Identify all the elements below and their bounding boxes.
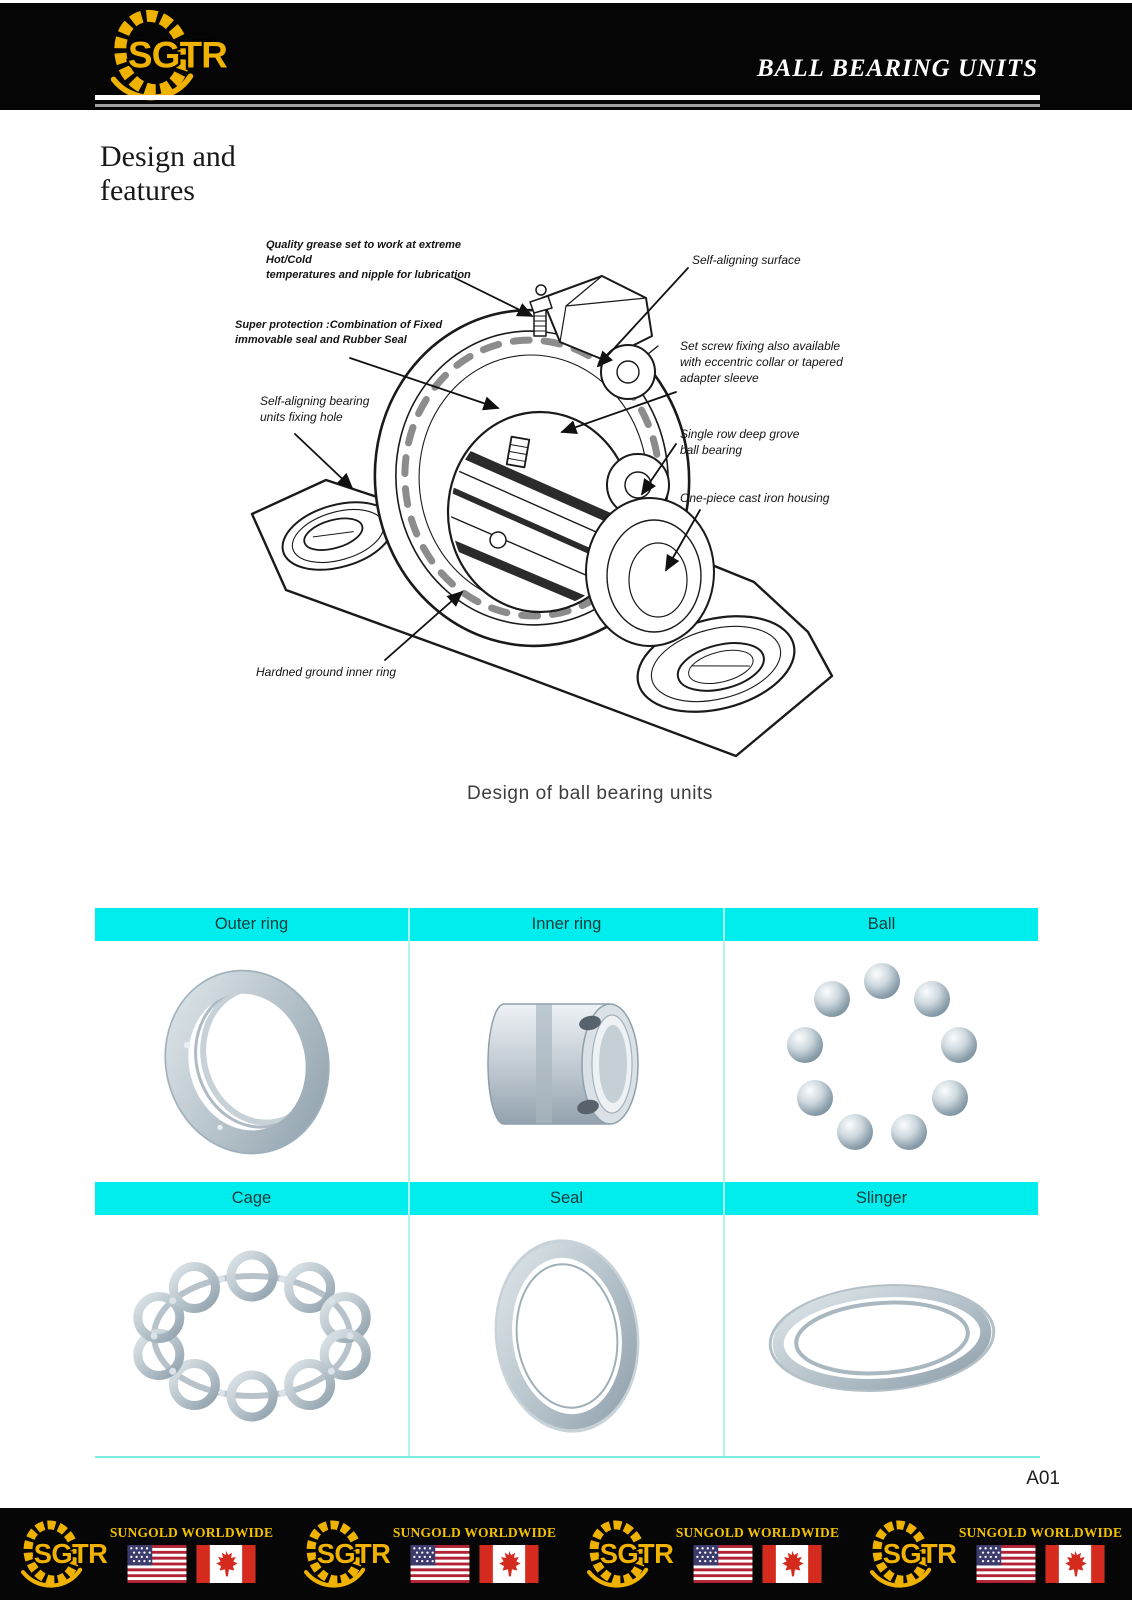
header-slinger: Slinger	[725, 1182, 1038, 1215]
footer-unit	[849, 1508, 1132, 1600]
fixing-hole-label: Self-aligning bearing units fixing hole	[260, 394, 370, 425]
us-flag-icon	[693, 1545, 753, 1583]
header-rule-thick	[95, 95, 1040, 100]
sgtr-logo	[576, 1516, 680, 1592]
canada-flag-icon	[762, 1545, 822, 1583]
us-flag-icon	[127, 1545, 187, 1583]
seal-cell	[410, 1215, 725, 1456]
header-inner-ring: Inner ring	[410, 908, 725, 941]
components-table	[95, 908, 1040, 1458]
slinger-cell	[725, 1215, 1038, 1456]
header-ball: Ball	[725, 908, 1038, 941]
table-header-row-2	[95, 1182, 1040, 1215]
footer-unit	[0, 1508, 283, 1600]
page-number: A01	[1026, 1468, 1060, 1489]
section-title	[100, 140, 236, 208]
table-image-row-1	[95, 941, 1040, 1182]
header-seal: Seal	[410, 1182, 725, 1215]
footer-tagline: SUNGOLD WORLDWIDE	[109, 1525, 274, 1540]
sgtr-logo	[859, 1516, 963, 1592]
footer-unit	[566, 1508, 849, 1600]
sgtr-logo	[86, 9, 246, 101]
inner-ring-label: Hardned ground inner ring	[256, 665, 397, 679]
ball-image	[737, 947, 1027, 1177]
us-flag-icon	[410, 1545, 470, 1583]
grease-label: Quality grease set to work at extreme Hot/Cold temperatures and nipple for lubrication	[266, 239, 471, 281]
set-screw-icon	[507, 437, 530, 468]
outer-ring-image	[107, 947, 397, 1177]
outer-ring-cell	[95, 941, 410, 1182]
sgtr-logo	[10, 1516, 114, 1592]
header-cage: Cage	[95, 1182, 410, 1215]
deep-groove-label: Single row deep grove ball bearing	[680, 427, 800, 458]
section-title-line2: features	[100, 173, 195, 207]
canada-flag-icon	[479, 1545, 539, 1583]
super-protection-label: Super protection :Combination of Fixed immovable seal and Rubber Seal	[235, 319, 443, 346]
header-bar	[0, 3, 1132, 110]
table-header-row-1	[95, 908, 1040, 941]
footer-tagline: SUNGOLD WORLDWIDE	[675, 1525, 840, 1540]
self-aligning-surface-label: Self-aligning surface	[692, 253, 801, 267]
inner-ring-image	[422, 947, 712, 1177]
canada-flag-icon	[1045, 1545, 1105, 1583]
slinger-image	[737, 1220, 1027, 1452]
footer-bar	[0, 1508, 1132, 1600]
inner-ring-cell	[410, 941, 725, 1182]
footer-tagline: SUNGOLD WORLDWIDE	[958, 1525, 1123, 1540]
header-rule-thin	[95, 104, 1040, 107]
cage-image	[107, 1220, 397, 1452]
header-outer-ring: Outer ring	[95, 908, 410, 941]
sgtr-logo	[293, 1516, 397, 1592]
ball-cell	[725, 941, 1038, 1182]
cage-cell	[95, 1215, 410, 1456]
bearing-diagram	[230, 240, 950, 785]
footer-tagline: SUNGOLD WORLDWIDE	[392, 1525, 557, 1540]
set-screw-label: Set screw fixing also available with eccentric collar or tapered adapter sleeve	[680, 339, 843, 386]
footer-unit	[283, 1508, 566, 1600]
section-title-line1: Design and	[100, 140, 236, 173]
page-title: BALL BEARING UNITS	[756, 55, 1038, 82]
us-flag-icon	[976, 1545, 1036, 1583]
canada-flag-icon	[196, 1545, 256, 1583]
housing-label: One-piece cast iron housing	[680, 491, 830, 505]
diagram-caption: Design of ball bearing units	[467, 783, 713, 804]
table-image-row-2	[95, 1215, 1040, 1456]
seal-image	[422, 1220, 712, 1452]
